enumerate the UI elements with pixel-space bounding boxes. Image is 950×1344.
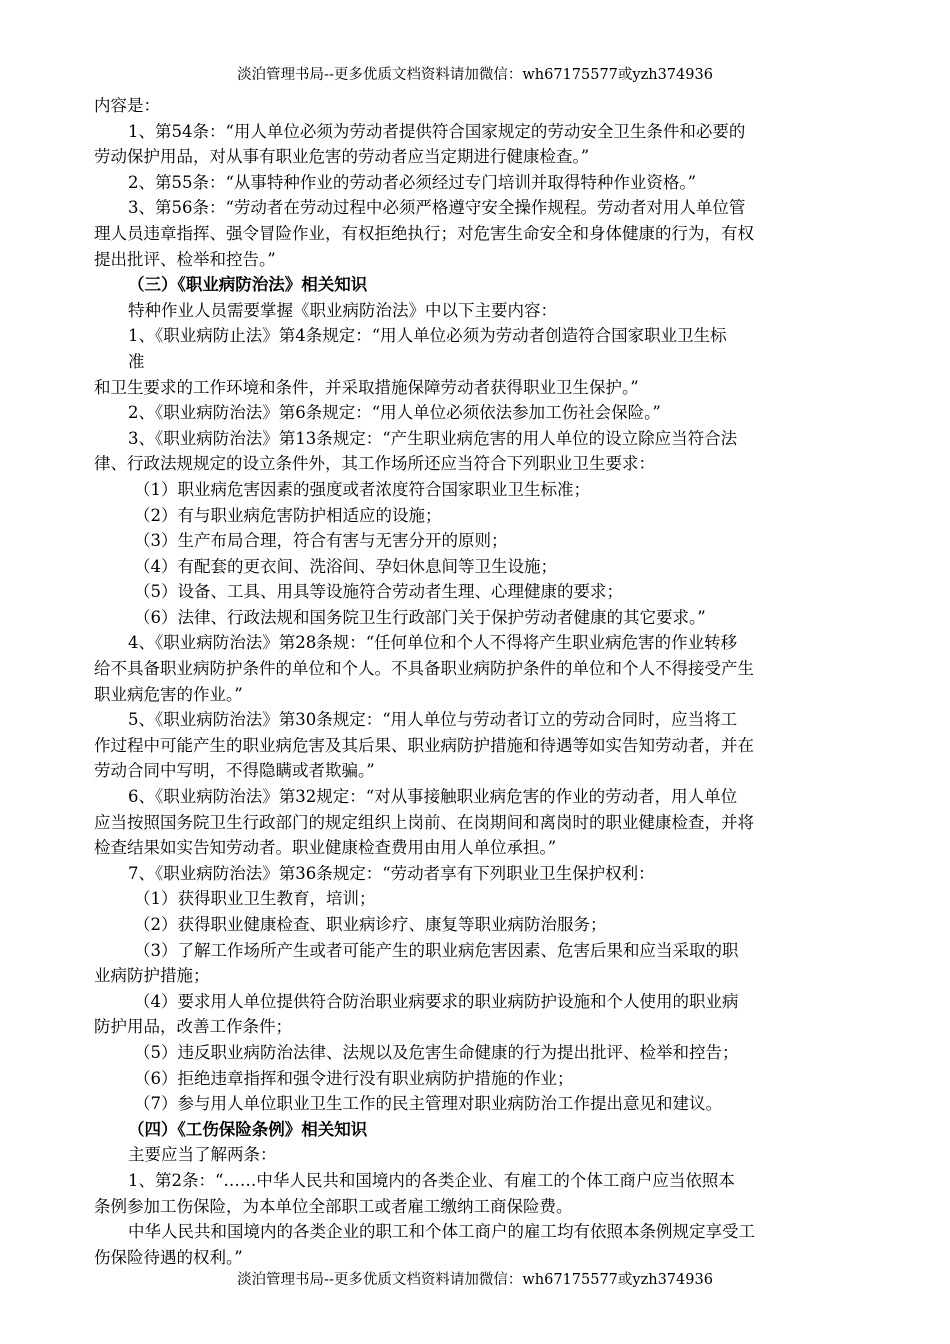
text-line: 劳动保护用品，对从事有职业危害的劳动者应当定期进行健康检查。” (94, 147, 590, 167)
text-line: 主要应当了解两条： (128, 1145, 277, 1165)
text-line: 律、行政法规规定的设立条件外，其工作场所还应当符合下列职业卫生要求： (94, 454, 655, 474)
text-line: 5、《职业病防治法》第30条规定：“用人单位与劳动者订立的劳动合同时，应当将工 (128, 710, 738, 730)
text-line: 理人员违章指挥、强令冒险作业，有权拒绝执行；对危害生命安全和身体健康的行为，有权 (94, 223, 754, 243)
text-line: 职业病危害的作业。” (94, 684, 243, 704)
text-line: （3）了解工作场所产生或者可能产生的职业病危害因素、危害后果和应当采取的职 (134, 940, 739, 960)
text-line: 中华人民共和国境内的各类企业的职工和个体工商户的雇工均有依照本条例规定享受工 (128, 1222, 755, 1242)
text-line: 条例参加工伤保险，为本单位全部职工或者雇工缴纳工商保险费。 (94, 1196, 573, 1216)
document-body (94, 93, 864, 1270)
text-line: （4）有配套的更衣间、洗浴间、孕妇休息间等卫生设施； (134, 556, 557, 576)
text-line: （6）拒绝违章指挥和强令进行没有职业病防护措施的作业； (134, 1068, 574, 1088)
text-line: （7）参与用人单位职业卫生工作的民主管理对职业病防治工作提出意见和建议。 (134, 1094, 722, 1114)
text-line: 应当按照国务院卫生行政部门的规定组织上岗前、在岗期间和离岗时的职业健康检查，并将 (94, 812, 754, 832)
text-line: 和卫生要求的工作环境和条件，并采取措施保障劳动者获得职业卫生保护。” (94, 377, 639, 397)
text-line: 3、第56条：“劳动者在劳动过程中必须严格遵守安全操作规程。劳动者对用人单位管 (128, 198, 746, 218)
text-line: 1、《职业病防止法》第4条规定：“用人单位必须为劳动者创造符合国家职业卫生标 (128, 326, 727, 346)
section-heading: （四）《工伤保险条例》相关知识 (128, 1119, 368, 1139)
text-line: 给不具备职业病防护条件的单位和个人。不具备职业病防护条件的单位和个人不得接受产生 (94, 659, 754, 679)
text-line: 1、第2条：“……中华人民共和国境内的各类企业、有雇工的个体工商户应当依照本 (128, 1170, 735, 1190)
text-line: 2、《职业病防治法》第6条规定：“用人单位必须依法参加工伤社会保险。” (128, 403, 661, 423)
text-line: （6）法律、行政法规和国务院卫生行政部门关于保护劳动者健康的其它要求。” (134, 607, 706, 627)
text-line: 劳动合同中写明，不得隐瞒或者欺骗。” (94, 761, 375, 781)
text-line: 6、《职业病防治法》第32规定：“对从事接触职业病危害的作业的劳动者，用人单位 (128, 787, 738, 807)
text-line: 4、《职业病防治法》第28条规：“任何单位和个人不得将产生职业病危害的作业转移 (128, 633, 738, 653)
text-line: 作过程中可能产生的职业病危害及其后果、职业病防护措施和待遇等如实告知劳动者，并在 (94, 735, 754, 755)
text-line: 准 (128, 351, 145, 371)
text-line: 检查结果如实告知劳动者。职业健康检查费用由用人单位承担。” (94, 838, 557, 858)
page-header: 淡泊管理书局--更多优质文档资料请加微信：wh67175577或yzh374936 (237, 67, 713, 83)
text-line: （1）获得职业卫生教育，培训； (134, 889, 376, 909)
text-line: （2）有与职业病危害防护相适应的设施； (134, 505, 442, 525)
text-line: 3、《职业病防治法》第13条规定：“产生职业病危害的用人单位的设立除应当符合法 (128, 428, 738, 448)
text-line: 伤保险待遇的权利。” (94, 1247, 243, 1267)
text-line: （1）职业病危害因素的强度或者浓度符合国家职业卫生标准； (134, 479, 590, 499)
text-line: （5）违反职业病防治法律、法规以及危害生命健康的行为提出批评、检举和控告； (134, 1042, 739, 1062)
text-line: 业病防护措施； (94, 966, 210, 986)
text-line: （5）设备、工具、用具等设施符合劳动者生理、心理健康的要求； (134, 582, 623, 602)
text-line: 内容是： (94, 96, 160, 115)
text-line: 防护用品，改善工作条件； (94, 1017, 292, 1037)
section-heading: （三）《职业病防治法》相关知识 (128, 275, 368, 295)
text-line: （2）获得职业健康检查、职业病诊疗、康复等职业病防治服务； (134, 915, 607, 934)
text-line: 7、《职业病防治法》第36条规定：“劳动者享有下列职业卫生保护权利： (128, 863, 655, 883)
text-line: 特种作业人员需要掌握《职业病防治法》中以下主要内容： (128, 300, 557, 320)
text-line: 2、第55条：“从事特种作业的劳动者必须经过专门培训并取得特种作业资格。” (128, 172, 697, 192)
text-line: （3）生产布局合理，符合有害与无害分开的原则； (134, 531, 508, 551)
text-line: （4）要求用人单位提供符合防治职业病要求的职业病防护设施和个人使用的职业病 (134, 991, 739, 1011)
text-line: 提出批评、检举和控告。” (94, 249, 276, 269)
text-line: 1、第54条：“用人单位必须为劳动者提供符合国家规定的劳动安全卫生条件和必要的 (128, 121, 746, 141)
page-footer: 淡泊管理书局--更多优质文档资料请加微信：wh67175577或yzh374936 (237, 1272, 713, 1288)
